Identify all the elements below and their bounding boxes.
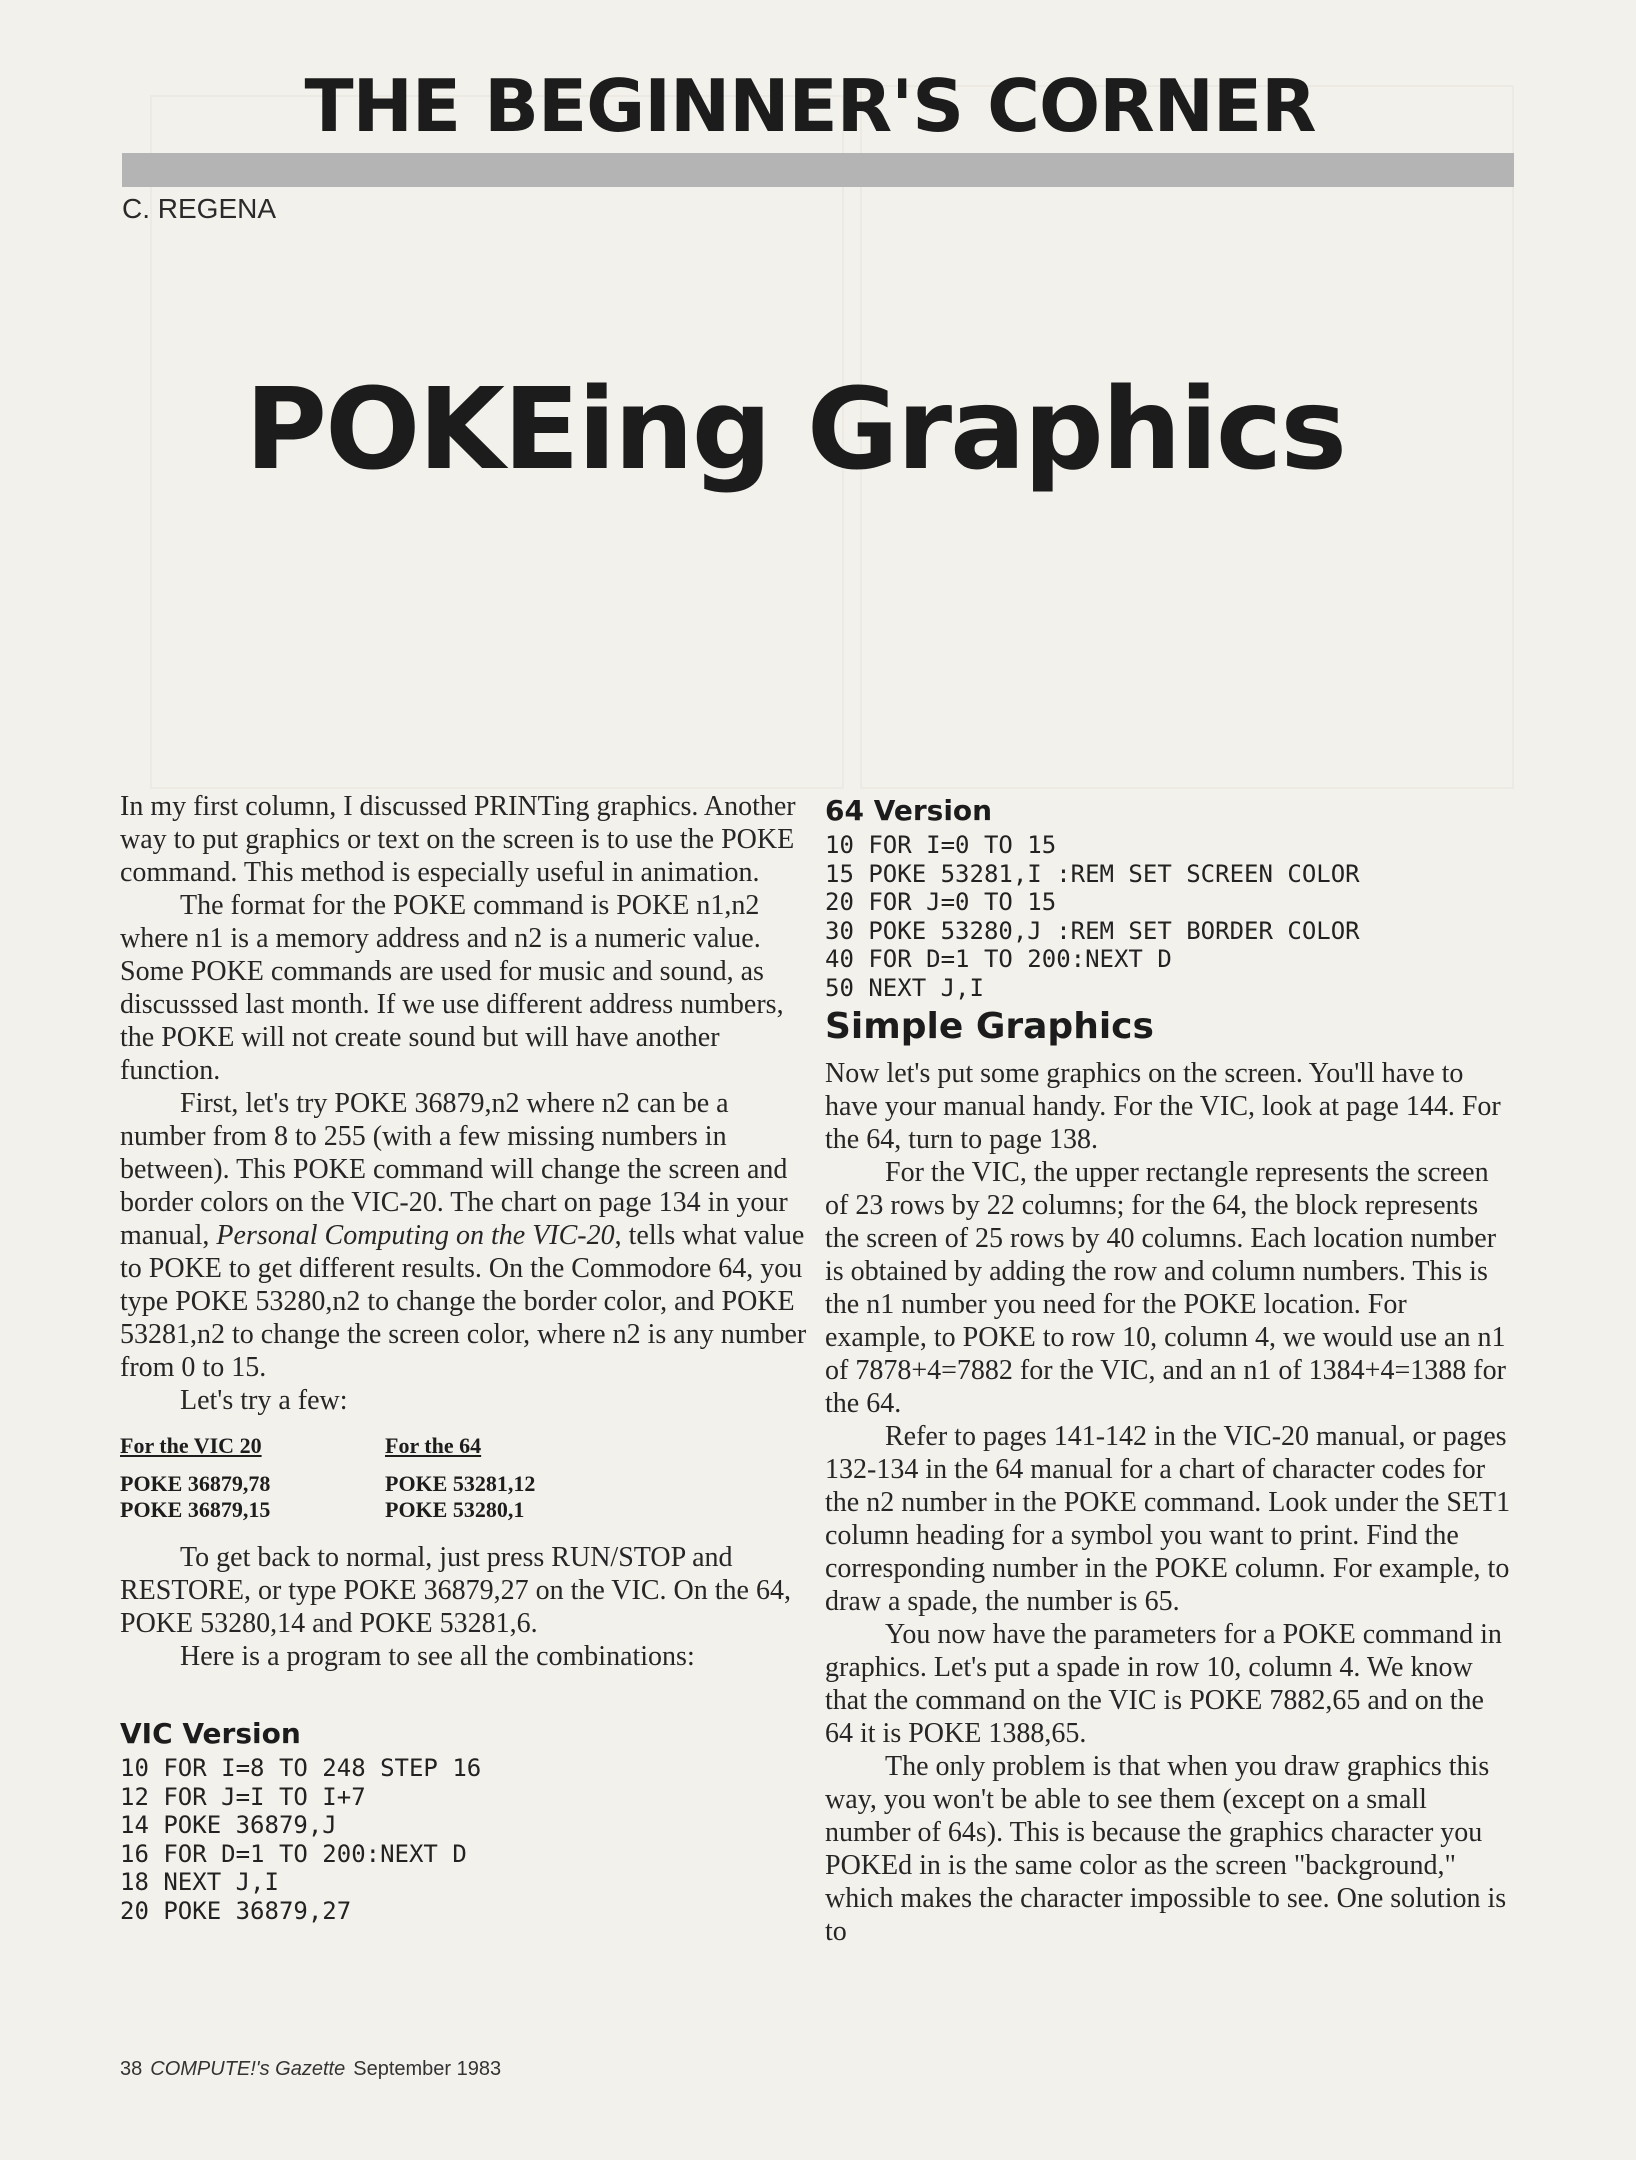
right-column [825, 790, 1515, 1948]
c64-version-heading: 64 Version [825, 794, 993, 827]
paragraph: The only problem is that when you draw graphics this way, you won't be able to see them (except on a small number of 64s). This is because the graphics character you POKEd in is the same color as the screen "background," which makes the character impossible to see. One solution is to [825, 1751, 1507, 1947]
author-byline: C. REGENA [122, 193, 277, 224]
paragraph-text: First, let's try POKE 36879,n2 where n2 can be a number from 8 to 255 (with a few missing numbers in between). This POKE command will change the screen and border colors on the VIC-20. The chart on page 134 in your manual, [120, 1088, 788, 1251]
code-line: 16 FOR D=1 TO 200:NEXT D [120, 1839, 467, 1868]
vic-examples-header: For the VIC 20 [120, 1433, 262, 1458]
vic-code-listing [120, 1754, 815, 1925]
code-line: 10 FOR I=0 TO 15 [825, 831, 1057, 859]
code-line: 50 NEXT J,I [825, 973, 984, 1002]
example-row: POKE 36879,78 [120, 1471, 271, 1496]
paragraph: Here is a program to see all the combinations: [180, 1641, 695, 1672]
column-kicker: THE BEGINNER'S CORNER [304, 64, 1316, 148]
code-line: 12 FOR J=I TO I+7 [120, 1782, 366, 1811]
paragraph: You now have the parameters for a POKE command in graphics. Let's put a spade in row 10, column 4. We know that the command on the VIC is POKE 7882,65 and on the 64 it is POKE 1388,65. [825, 1619, 1502, 1749]
paragraph: Now let's put some graphics on the screen. You'll have to have your manual handy. For the VIC, look at page 144. For the 64, turn to page 138. [825, 1058, 1501, 1155]
poke-examples-table [120, 1433, 815, 1523]
c64-examples-header: For the 64 [385, 1433, 482, 1458]
paragraph: For the VIC, the upper rectangle represents the screen of 23 rows by 22 columns; for the 64, the block represents the screen of 25 rows by 40 columns. Each location number is obtained by adding the row and column numbers. This is the n1 number you need for the POKE location. For example, to POKE to row 10, column 4, we would use an n1 of 7878+4=7882 for the VIC, and an n1 of 1384+4=1388 for the 64. [825, 1157, 1506, 1419]
page-number: 38 [120, 2058, 143, 2080]
paragraph: In my first column, I discussed PRINTing graphics. Another way to put graphics or text on the screen is to use the POKE command. This method is especially useful in animation. [120, 791, 796, 888]
magazine-name: COMPUTE!'s Gazette [150, 2058, 346, 2080]
example-row: POKE 36879,15 [120, 1497, 271, 1522]
code-line: 20 FOR J=0 TO 15 [825, 888, 1057, 916]
vic-examples [120, 1433, 385, 1523]
c64-code-listing [825, 831, 1515, 1002]
code-line: 15 POKE 53281,I :REM SET SCREEN COLOR [825, 859, 1360, 888]
section-heading: Simple Graphics [825, 1006, 1154, 1047]
page-footer [120, 2058, 501, 2081]
header-bar [122, 153, 1514, 187]
paragraph: Refer to pages 141-142 in the VIC-20 manual, or pages 132-134 in the 64 manual for a chart of character codes for the n2 number in the POKE command. Look under the SET1 column heading for a symbol you want to print. Find the corresponding number in the POKE column. For example, to draw a spade, the number is 65. [825, 1421, 1511, 1617]
manual-title: Personal Computing on the VIC-20 [216, 1220, 615, 1251]
issue-date: September 1983 [353, 2058, 502, 2080]
code-line: 18 NEXT J,I [120, 1868, 279, 1896]
left-column [120, 790, 815, 1925]
paragraph-text: , tells what value to POKE to get different results. On the Commodore 64, you type POKE 53280,n2 to change the border color, and POKE 53281,n2 to change the screen color, where n2 is any number from 0 to 15. [120, 1220, 807, 1383]
paragraph [120, 1087, 815, 1384]
code-line: 10 FOR I=8 TO 248 STEP 16 [120, 1754, 482, 1782]
paragraph: Let's try a few: [180, 1385, 348, 1416]
code-line: 40 FOR D=1 TO 200:NEXT D [825, 945, 1172, 973]
paragraph: The format for the POKE command is POKE n1,n2 where n1 is a memory address and n2 is a numeric value. Some POKE commands are used for music and sound, as discusssed last month. If we use different address numbers, the POKE will not create sound but will have another function. [120, 890, 784, 1086]
code-line: 20 POKE 36879,27 [120, 1896, 352, 1925]
code-line: 14 POKE 36879,J [120, 1811, 337, 1839]
c64-examples [385, 1433, 650, 1523]
example-row: POKE 53281,12 [385, 1471, 536, 1496]
code-line: 30 POKE 53280,J :REM SET BORDER COLOR [825, 916, 1360, 945]
paragraph: To get back to normal, just press RUN/STOP and RESTORE, or type POKE 36879,27 on the VIC. On the 64, POKE 53280,14 and POKE 53281,6. [120, 1542, 791, 1639]
example-row: POKE 53280,1 [385, 1497, 525, 1522]
vic-version-heading: VIC Version [120, 1717, 301, 1750]
article-title: POKEing Graphics [245, 365, 1345, 495]
